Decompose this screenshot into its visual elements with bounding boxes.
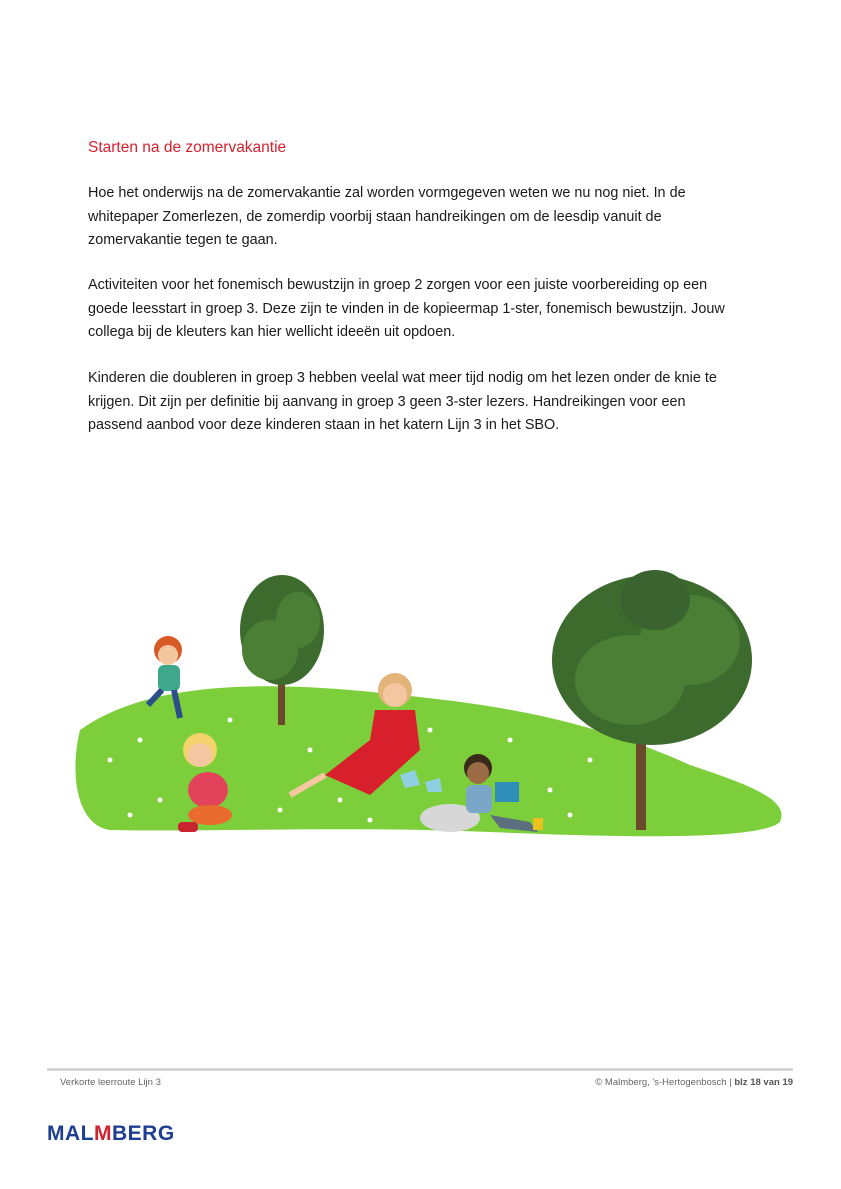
- malmberg-logo: [47, 1122, 175, 1146]
- footer-copyright: © Malmberg, 's-Hertogenbosch |: [595, 1077, 735, 1088]
- footer-page-label: blz: [734, 1077, 748, 1088]
- footer-page-info: [595, 1077, 793, 1088]
- footer-document-title: Verkorte leerroute Lijn 3: [60, 1077, 161, 1088]
- footer-page-total: 19: [782, 1077, 793, 1088]
- section-heading: Starten na de zomervakantie: [88, 139, 287, 156]
- footer-of-label: van: [763, 1077, 780, 1088]
- paragraph-2: Activiteiten voor het fonemisch bewustzijn in groep 2 zorgen voor een juiste voorbereiding op een goede leesstart in groep 3. Deze zijn te vinden in de kopieermap 1-ster, fonemisch bewustzijn. Jouw collega bij de kleuters kan hier wellicht ideeën uit opdoen.: [88, 277, 725, 340]
- footer-divider: [47, 1068, 793, 1071]
- logo-part-2: M: [94, 1122, 112, 1145]
- footer-page-number: 18: [750, 1077, 761, 1088]
- logo-part-1: MAL: [47, 1122, 94, 1145]
- paragraph-1: Hoe het onderwijs na de zomervakantie zal worden vormgegeven weten we nu nog niet. In de whitepaper Zomerlezen, de zomerdip voorbij staan handreikingen om de leesdip vanuit de zomervakantie tegen te gaan.: [88, 185, 686, 248]
- summer-park-illustration: [70, 560, 790, 860]
- logo-part-3: BERG: [112, 1122, 175, 1145]
- paragraph-3: Kinderen die doubleren in groep 3 hebben veelal wat meer tijd nodig om het lezen onder de knie te krijgen. Dit zijn per definitie bij aanvang in groep 3 geen 3-ster lezers. Handreikingen voor een passend aanbod voor deze kinderen staan in het katern Lijn 3 in het SBO.: [88, 370, 717, 433]
